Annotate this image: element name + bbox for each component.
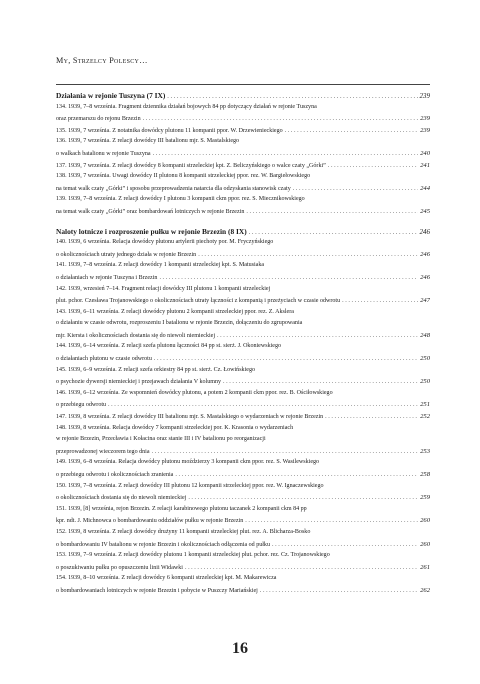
entry-line: [56, 237, 430, 249]
toc-entry[interactable]: [56, 365, 430, 388]
entry-page: 261: [420, 563, 430, 571]
entry-line: [56, 469, 430, 481]
entry-text: o bombardowaniu IV batalionu w rejonie Brzezin i okolicznościach odłączenia od pułku: [56, 541, 270, 548]
section-title[interactable]: [56, 90, 430, 102]
entry-page: 241: [420, 161, 430, 169]
leader-dots: [223, 377, 418, 388]
entry-line: [56, 434, 430, 446]
leader-dots: [272, 540, 418, 551]
leader-dots: [153, 149, 419, 160]
entry-page: 247: [420, 297, 430, 305]
leader-dots: [175, 470, 418, 481]
entry-page: 239: [420, 126, 430, 134]
leader-dots: [154, 354, 418, 365]
entry-text: plut. pchor. Czesława Trojanowskiego o okolicznościach utraty łączności z kompanią i przeżyciach w czasie odwrotu: [56, 298, 341, 305]
entry-line: [56, 365, 430, 377]
entry-line: [56, 376, 430, 388]
leader-dots: [108, 400, 418, 411]
entry-text: na temat walk czaty „Górki” oraz bombardowań lotniczych w rejonie Brzezin: [56, 208, 245, 215]
toc-entry[interactable]: [56, 457, 430, 480]
entry-page: 239: [420, 115, 430, 123]
entry-page: 260: [420, 517, 430, 525]
toc-entry[interactable]: [56, 550, 430, 573]
entry-page: 253: [420, 447, 430, 455]
entry-text: 150. 1939, 7–8 września. Z relacji dowódcy III plutonu 12 kompanii strzeleckiej ppor. rez. W. Ignaczewskiego: [56, 482, 324, 489]
entry-line: [56, 113, 430, 125]
toc-entry[interactable]: [56, 341, 430, 364]
entry-text: o walkach batalionu w rejonie Tuszyna: [56, 150, 151, 157]
section-title-text: Działania w rejonie Tuszyna (7 IX): [56, 91, 166, 100]
entry-line: [56, 148, 430, 160]
entry-text: o przebiegu odwrotu: [56, 402, 107, 409]
entry-line: [56, 171, 430, 183]
entry-text: 149. 1939, 6–8 września. Relacja dowódcy plutonu moździerzy 3 kompanii ckm ppor. rez. S. Wasilewskiego: [56, 459, 320, 466]
entry-line: [56, 388, 430, 400]
entry-line: [56, 585, 430, 597]
entry-line: [56, 457, 430, 469]
leader-dots: [260, 586, 418, 597]
entry-page: 246: [420, 250, 430, 258]
entry-line: [56, 136, 430, 148]
entry-page: 245: [420, 207, 430, 215]
entry-text: 145. 1939, 6–9 września. Z relacji szefa orkiestry 84 pp st. sierż. Cz. Łowińskiego: [56, 366, 255, 373]
entry-text: na temat walk czaty „Górki” i sposobu przeprowadzenia natarcia dla odzyskania stanowisk czaty: [56, 185, 291, 192]
entry-line: [56, 272, 430, 284]
toc-entry[interactable]: [56, 411, 430, 423]
entry-page: 250: [420, 355, 430, 363]
entry-page: 244: [420, 184, 430, 192]
toc-entry[interactable]: [56, 388, 430, 411]
entry-text: 144. 1939, 6–14 września. Z relacji szefa plutonu łączności 84 pp st. sierż. J. Okoniewskiego: [56, 343, 282, 350]
entry-line: [56, 260, 430, 272]
header-rule: [56, 84, 430, 85]
entry-text: 151. 1939, [8] września, rejon Brzezin. Z relacji karabinowego plutonu taczanek 2 kompanii ckm 84 pp: [56, 505, 307, 512]
entry-text: o psychozie dywersji niemieckiej i przejawach działania V kolumny: [56, 379, 222, 386]
leader-dots: [188, 493, 418, 504]
entry-text: o działaniach w rejonie Tuszyna i Brzezin: [56, 274, 158, 281]
leader-dots: [293, 184, 418, 195]
entry-text: 152. 1939, 8 września. Z relacji dowódcy drużyny 11 kompanii strzeleckiej plut. rez. A. Blicharza-Bosko: [56, 528, 311, 535]
entry-page: 252: [420, 413, 430, 421]
entry-line: [56, 318, 430, 330]
entry-line: [56, 515, 430, 527]
entry-text: 138. 1939, 7 września. Uwagi dowódcy II plutonu 8 kompanii strzeleckiej ppor. rez. W. Bargiełowskiego: [56, 173, 311, 180]
entry-page: 251: [420, 401, 430, 409]
entry-text: o bombardowaniach lotniczych w rejonie Brzezin i pobycie w Puszczy Mariańskiej: [56, 587, 258, 594]
toc-entry[interactable]: [56, 102, 430, 125]
leader-dots: [246, 207, 418, 218]
toc-entry[interactable]: [56, 573, 430, 596]
entry-page: 250: [420, 378, 430, 386]
entry-line: [56, 423, 430, 435]
toc-entry[interactable]: [56, 307, 430, 342]
entry-text: o poszukiwaniu pułku po opuszczeniu linii Widawki: [56, 564, 183, 571]
toc-entry[interactable]: [56, 481, 430, 504]
entry-line: [56, 249, 430, 261]
entry-line: [56, 330, 430, 342]
entry-line: [56, 481, 430, 493]
entry-line: [56, 446, 430, 458]
entry-line: [56, 504, 430, 516]
toc-entry[interactable]: [56, 284, 430, 307]
leader-dots: [198, 250, 418, 261]
page-number: 16: [232, 640, 248, 657]
entry-page: 258: [420, 471, 430, 478]
entry-text: 142. 1939, wrzesień 7–14. Fragment relacji dowódcy III plutonu 1 kompanii strzeleckiej: [56, 285, 271, 292]
entry-text: mjr. Kiersta i okolicznościach dostania się do niewoli niemieckiej: [56, 332, 216, 339]
entry-line: [56, 194, 430, 206]
leader-dots: [167, 91, 417, 102]
section-title-text: Naloty lotnicze i rozproszenie pułku w rejonie Brzezin (8 IX): [56, 226, 247, 236]
leader-dots: [249, 227, 418, 238]
entry-line: [56, 399, 430, 411]
leader-dots: [325, 412, 418, 423]
toc-entry[interactable]: [56, 423, 430, 458]
entry-line: [56, 160, 430, 172]
toc-entry[interactable]: [56, 171, 430, 194]
entry-line: [56, 295, 430, 307]
entry-line: [56, 183, 430, 195]
entry-text: przeprowadzonej wieczorem tego dnia: [56, 448, 150, 455]
entry-line: [56, 125, 430, 137]
leader-dots: [159, 273, 418, 284]
entry-line: [56, 562, 430, 574]
entry-line: [56, 102, 430, 114]
leader-dots: [285, 126, 418, 137]
entry-line: [56, 550, 430, 562]
toc-entry[interactable]: [56, 504, 430, 527]
entry-text: oraz przemarszu do rejonu Brzezin: [56, 116, 141, 123]
entry-text: 143. 1939, 6–11 września. Z relacji dowódcy plutonu 2 kompanii strzeleckiej ppor. rez. Z. Akslera: [56, 308, 294, 315]
entry-line: [56, 573, 430, 585]
entry-text: 135. 1939, 7 września. Z notatnika dowódcy plutonu 11 kompanii ppor. W. Drzewienieckiego: [56, 127, 283, 134]
entry-line: [56, 527, 430, 539]
entry-line: [56, 307, 430, 319]
entry-text: 146. 1939, 6–12 września. Ze wspomnień dowódcy plutonu, a potem 2 kompanii ckm ppor. rez. B. Ościłowskiego: [56, 389, 333, 396]
toc-entry[interactable]: [56, 527, 430, 550]
entry-line: [56, 284, 430, 296]
entry-line: [56, 492, 430, 504]
leader-dots: [143, 114, 418, 125]
entry-text: 136. 1939, 7 września. Z relacji dowódcy III batalionu mjr. S. Mastalskiego: [56, 138, 240, 145]
entry-text: 134. 1939, 7–8 września. Fragment dziennika działań bojowych 84 pp dotyczący działań w rejonie Tuszyna: [56, 103, 317, 110]
toc-entry[interactable]: [56, 237, 430, 260]
section-page: 246: [419, 227, 430, 236]
leader-dots: [342, 296, 418, 307]
entry-text: o okolicznościach dostania się do niewoli niemieckiej: [56, 495, 187, 502]
entry-line: [56, 539, 430, 551]
entry-text: 154. 1939, 8–10 września. Z relacji dowódcy 6 kompanii strzeleckiej kpt. M. Makarewicza: [56, 575, 277, 582]
table-of-contents: [56, 90, 430, 605]
toc-entry[interactable]: [56, 194, 430, 217]
leader-dots: [152, 447, 419, 458]
toc-section: [56, 226, 430, 597]
toc-entry[interactable]: [56, 125, 430, 137]
entry-text: 148. 1939, 8 września. Relacja dowódcy 7 kompanii strzeleckiej por. K. Krasonia o wydarzeniach: [56, 424, 294, 431]
entry-text: o działaniu w czasie odwrotu, rozproszeniu I batalionu w rejonie Brzezin, dołączeniu do zgrupowania: [56, 320, 303, 327]
entry-text: o przebiegu odwrotu i okolicznościach zranienia: [56, 472, 174, 478]
entry-text: 147. 1939, 8 września. Z relacji dowódcy III batalionu mjr. S. Mastalskiego o wydarzeniach w rejonie Brzezin: [56, 414, 324, 421]
toc-entry[interactable]: [56, 260, 430, 283]
entry-line: [56, 353, 430, 365]
entry-text: 140. 1939, 6 września. Relacja dowódcy plutonu artylerii piechoty por. M. Fryczyńskiego: [56, 239, 274, 246]
section-title[interactable]: [56, 226, 430, 238]
entry-page: 240: [420, 149, 430, 157]
entry-text: o działaniach plutonu w czasie odwrotu: [56, 356, 152, 363]
toc-entry[interactable]: [56, 136, 430, 159]
running-head: My, Strzelcy Polescy…: [56, 56, 148, 65]
toc-section: [56, 90, 430, 218]
entry-line: [56, 206, 430, 218]
entry-line: [56, 341, 430, 353]
entry-line: [56, 411, 430, 423]
entry-text: 139. 1939, 7–8 września. Z relacji dowódcy I plutonu 3 kompanii ckm ppor. rez. S. Miecznikowskiego: [56, 196, 305, 203]
entry-page: 259: [420, 494, 430, 502]
leader-dots: [185, 563, 418, 574]
toc-entry[interactable]: [56, 160, 430, 172]
entry-text: 153. 1939, 7–9 września. Z relacji dowódcy plutonu 1 kompanii strzeleckiej plut. pchor. rez. Cz. Trojanowskiego: [56, 552, 330, 559]
leader-dots: [328, 161, 418, 172]
entry-text: 141. 1939, 7–8 września. Z relacji dowódcy 1 kompanii strzeleckiej kpt. S. Matusiaka: [56, 262, 265, 269]
entry-text: 137. 1939, 7 września. Z relacji dowódcy 8 kompanii strzeleckiej kpt. Z. Beliczyńskiego o walce czaty „Górki”: [56, 162, 326, 169]
section-page: 239: [419, 92, 430, 100]
entry-page: 246: [420, 273, 430, 281]
entry-text: kpr. ndt. J. Michnowca o bombardowaniu oddziałów pułku w rejonie Brzezin: [56, 518, 244, 525]
entry-page: 260: [420, 540, 430, 548]
leader-dots: [245, 516, 418, 527]
entry-page: 248: [420, 331, 430, 339]
leader-dots: [217, 331, 418, 342]
entry-text: o okolicznościach utraty jednego działa w rejonie Brzezin: [56, 251, 197, 258]
entry-text: w rejonie Brzezin, Przecławia i Kołacina oraz stanie III i IV batalionu po reorganizacji: [56, 436, 266, 443]
entry-page: 262: [420, 586, 430, 594]
